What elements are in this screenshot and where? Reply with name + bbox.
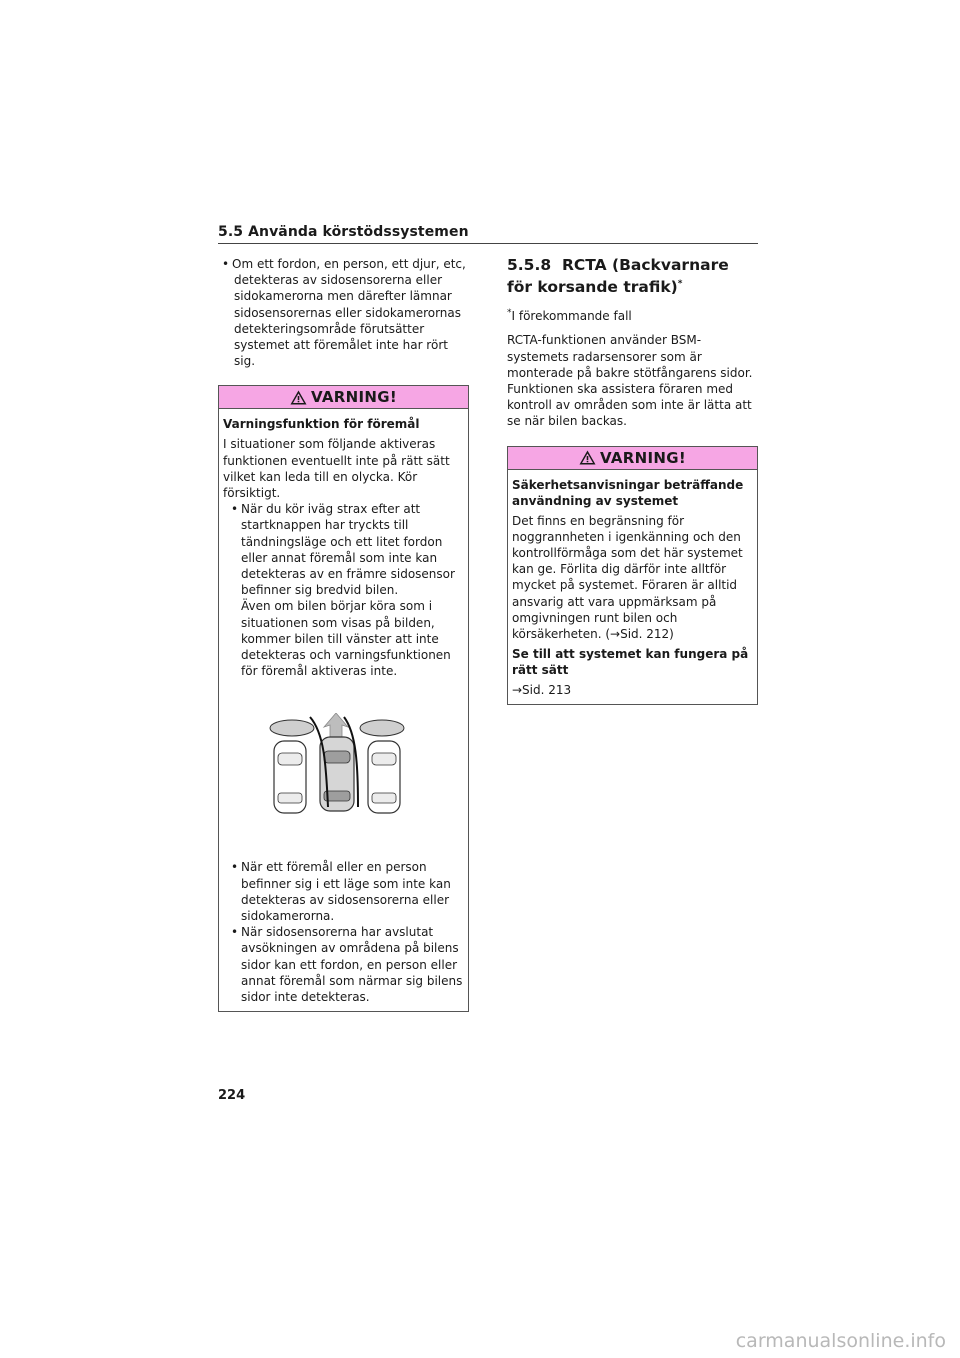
warning-title: Säkerhetsanvisningar beträffande användning av systemet xyxy=(512,477,744,508)
parked-car-left xyxy=(274,741,306,813)
page-number: 224 xyxy=(218,1088,246,1103)
bullet-dot: • xyxy=(231,860,239,875)
warning-box-rcta xyxy=(507,446,758,706)
parked-car-right xyxy=(368,741,400,813)
heading-text: RCTA (Backvarnare för korsande trafik) xyxy=(507,256,729,297)
warning-body xyxy=(219,409,468,1011)
bullet-dot: • xyxy=(222,257,230,271)
warning-bullet-2 xyxy=(223,859,464,924)
footnote-text: I förekommande fall xyxy=(511,309,632,324)
warning-box-objects xyxy=(218,385,469,1012)
section-header: 5.5 Använda körstödssystemen xyxy=(218,224,758,244)
warning-bullet-3-text: När sidosensorerna har avslutat avsökningen av områdena på bilens sidor kan ett fordon, en person eller annat föremål som närmar sig bilens sidor inte detekteras. xyxy=(241,925,463,1005)
warning-bullet-3 xyxy=(223,924,464,1005)
rcta-paragraph: RCTA-funktionen använder BSM-systemets radarsensorer som är monterade på bakre stötfångarens sidor. Funktionen ska assistera föraren med kontroll av områden som inte är lätta att se när bilen backas. xyxy=(507,333,753,429)
warning-bullet-1-continuation: Även om bilen börjar köra som i situationen som visas på bilden, kommer bilen till vänster att inte detekteras och varningsfunktionen för föremål aktiveras inte. xyxy=(241,599,451,679)
warning-paragraph: I situationer som följande aktiveras funktionen eventuellt inte på rätt sätt vilket kan leda till en olycka. Kör försiktigt. xyxy=(223,437,450,501)
warning-label: VARNING! xyxy=(311,388,397,407)
intro-bullet xyxy=(218,256,469,369)
warning-title: Varningsfunktion för föremål xyxy=(223,417,420,432)
warning-bullet-1-text: När du kör iväg strax efter att startknappen har tryckts till tändningsläge och ett litet fordon eller annat föremål som inte kan detekteras av en främre sidosensor befinner sig bredvid bilen. xyxy=(241,502,455,598)
warning-page-ref: →Sid. 213 xyxy=(512,683,572,698)
warning-bullet-2-text: När ett föremål eller en person befinner sig i ett läge som inte kan detekteras av sidosensorerna eller sidokamerorna. xyxy=(241,860,451,924)
warning-label: VARNING! xyxy=(600,448,686,467)
footnote xyxy=(507,305,758,324)
intro-bullet-text: Om ett fordon, en person, ett djur, etc, detekteras av sidosensorerna eller sidokamerorna men därefter lämnar sidosensorernas eller sidokamerornas detekteringsområde förutsätter systemet att föremålet inte har rört sig. xyxy=(232,257,466,369)
footnote-mark: * xyxy=(507,308,512,319)
heading-mark: * xyxy=(677,279,683,289)
sensor-zone-left xyxy=(270,720,314,736)
warning-header xyxy=(219,386,468,409)
right-column xyxy=(507,256,758,705)
warning-header xyxy=(508,447,757,470)
bullet-dot: • xyxy=(231,502,239,517)
left-column xyxy=(218,256,469,1012)
warning-bullet-1 xyxy=(223,501,464,598)
warning-paragraph: Det finns en begränsning för noggrannheten i igenkänning och den kontrollförmåga som det här systemet kan ge. Förlita dig därför inte alltför mycket på systemet. Föraren är alltid ansvarig att vara uppmärksam på omgivningen runt bilen och körsäkerheten. (→Sid. 212) xyxy=(512,513,743,641)
warning-triangle-icon xyxy=(579,450,596,465)
warning-subtitle: Se till att systemet kan fungera på rätt sätt xyxy=(512,647,749,678)
bullet-dot: • xyxy=(231,925,239,940)
watermark: carmanualsonline.info xyxy=(735,1330,946,1352)
heading-number: 5.5.8 xyxy=(507,256,552,274)
sensor-zone-right xyxy=(360,720,404,736)
warning-triangle-icon xyxy=(290,390,307,405)
section-heading xyxy=(507,256,758,297)
warning-body xyxy=(508,470,757,705)
parking-illustration xyxy=(264,713,424,829)
